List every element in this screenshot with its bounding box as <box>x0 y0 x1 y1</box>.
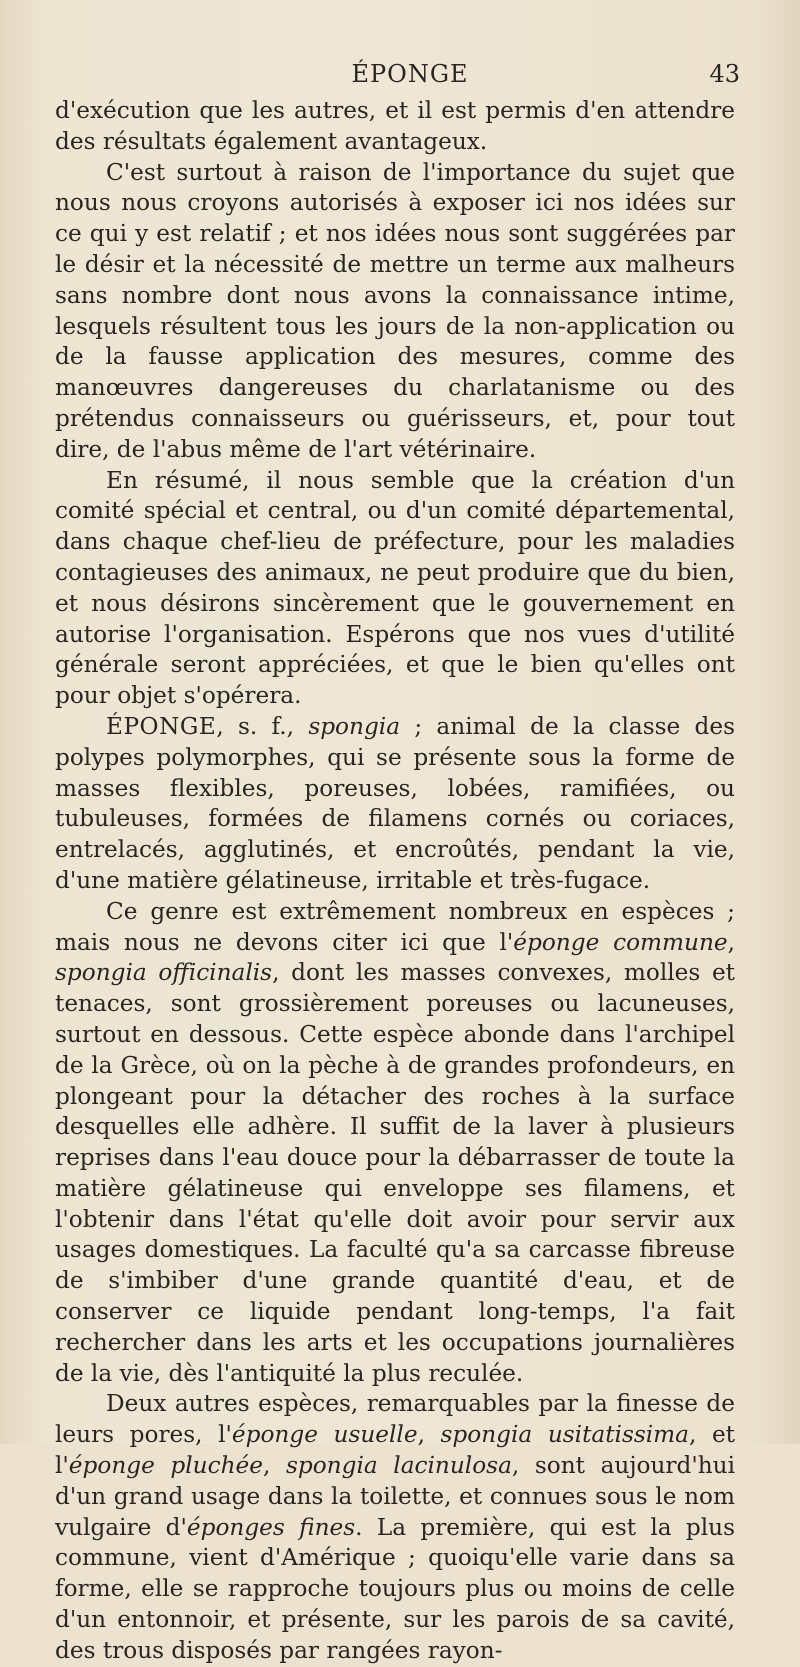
italic-text: spongia usitatissima <box>440 1421 689 1449</box>
italic-text: éponge usuelle <box>231 1421 418 1449</box>
entry-headword: ÉPONGE <box>106 712 217 740</box>
text-segment: Ce genre est extrêmement nombreux en espèces ; mais nous ne devons citer ici que l' <box>55 897 735 956</box>
text-segment: , et l' <box>55 1421 735 1480</box>
italic-text: spongia <box>308 712 401 740</box>
paragraph <box>55 897 735 1390</box>
paragraph <box>55 1389 735 1666</box>
text-segment: d'exécution que les autres, et il est permis d'en attendre des résultats également avantageux. <box>55 97 735 155</box>
italic-text: éponge pluchée <box>68 1452 263 1480</box>
text-segment: Deux autres espèces, remarquables par la finesse de leurs pores, l' <box>55 1390 735 1449</box>
page-header <box>50 60 770 100</box>
text-segment: , <box>417 1421 441 1449</box>
italic-text: éponges fines <box>186 1513 356 1541</box>
text-segment: En résumé, il nous semble que la création d'un comité spécial et central, ou d'un comité départemental, dans chaque chef-lieu de préfecture, pour les maladies contagieuses des animaux, ne peut produire que du bien, et nous désirons sincèrement que le gouvernement en autorise l'organisation. Espérons que nos vues d'utilité générale seront appréciées, et que le bien qu'elles ont pour objet s'opérera. <box>55 466 735 710</box>
text-segment: , <box>727 928 735 956</box>
text-segment: C'est surtout à raison de l'importance du sujet que nous nous croyons autorisés à exposer ici nos idées sur ce qui y est relatif ; et nos idées nous sont suggérées par le désir et la nécessité de mettre un terme aux malheurs sans nombre dont nous avons la connaissance intime, lesquels résultent tous les jours de la non-application ou de la fausse application des mesures, comme des manœuvres dangereuses du charlatanisme ou des prétendus connaisseurs ou guérisseurs, et, pour tout dire, de l'abus même de l'art vétérinaire. <box>55 158 735 463</box>
text-segment: . La première, qui est la plus commune, vient d'Amérique ; quoiqu'elle varie dans sa forme, elle se rapproche toujours plus ou moins de celle d'un entonnoir, et présente, sur les parois de sa cavité, des trous disposés par rangées rayon- <box>55 1513 735 1664</box>
paragraph <box>55 96 735 158</box>
body-text <box>55 96 735 1667</box>
text-segment: , dont les masses convexes, molles et tenaces, sont grossièrement poreuses ou lacuneuses, surtout en dessous. Cette espèce abonde dans l'archipel de la Grèce, où on la pèche à de grandes profondeurs, en plongeant pour la détacher des roches à la surface desquelles elle adhère. Il suffit de la laver à plusieurs reprises dans l'eau douce pour la débarrasser de toute la matière gélatineuse qui enveloppe ses filamens, et l'obtenir dans l'état qu'elle doit avoir pour servir aux usages domestiques. La faculté qu'a sa carcasse fibreuse de s'imbiber d'une grande quantité d'eau, et de conserver ce liquide pendant long-temps, l'a fait rechercher dans les arts et les occupations journalières de la vie, dès l'antiquité la plus reculée. <box>55 959 735 1387</box>
running-title: ÉPONGE <box>351 60 469 88</box>
italic-text: spongia lacinulosa <box>285 1452 512 1480</box>
paragraph <box>55 712 735 897</box>
text-segment: ; animal de la classe des polypes polymorphes, qui se présente sous la forme de masses flexibles, poreuses, lobées, ramifiées, ou tubuleuses, formées de filamens cornés ou coriaces, entrelacés, agglutinés, et encroûtés, pendant la vie, d'une matière gélatineuse, irritable et très-fugace. <box>55 712 735 894</box>
text-segment: , s. f., <box>216 712 309 740</box>
text-segment: , sont aujourd'hui d'un grand usage dans la toilette, et connues sous le nom vulgaire d' <box>55 1452 736 1541</box>
italic-text: spongia officinalis <box>55 959 273 987</box>
italic-text: éponge commune <box>513 928 728 956</box>
page-number: 43 <box>709 60 740 88</box>
paragraph <box>55 466 735 712</box>
paragraph <box>55 158 735 466</box>
text-segment: , <box>262 1452 286 1480</box>
